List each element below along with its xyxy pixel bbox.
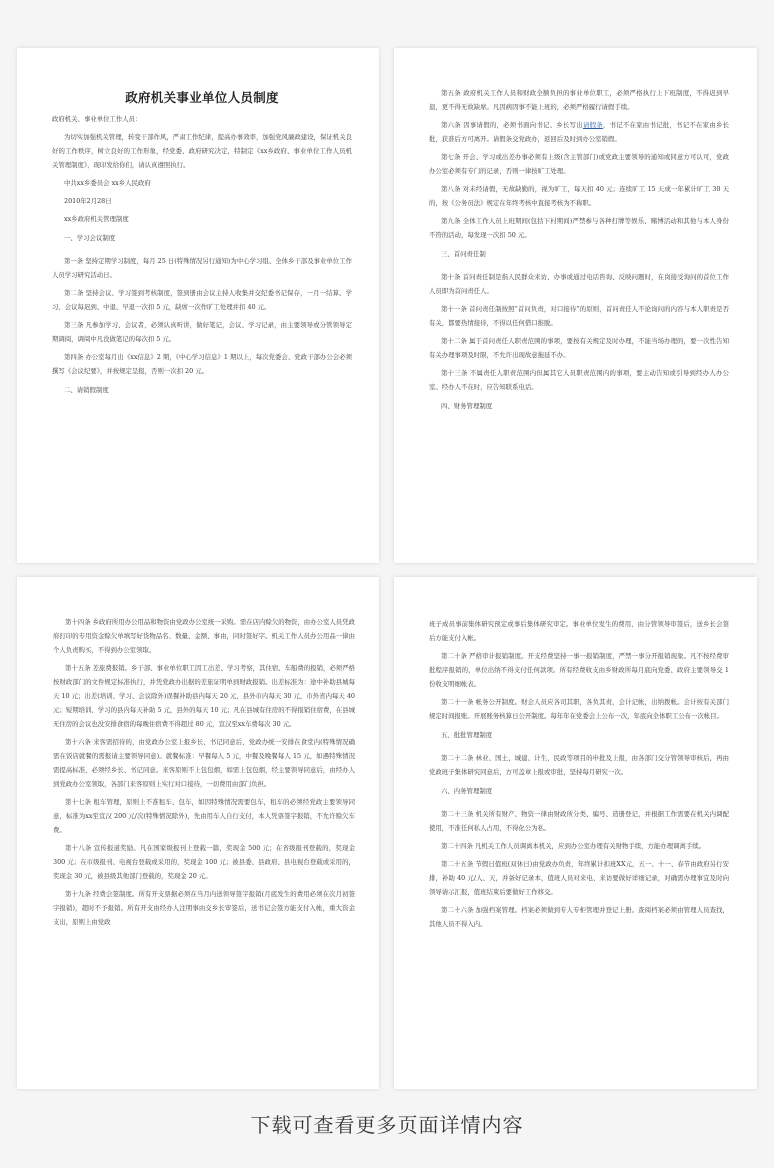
article-paragraph: 第十条 首问责任制是指人民群众来访、办事或通过电话咨询、反映问题时，在岗接受询问的首位工作人员即为首问责任人。 [429, 273, 729, 295]
article-paragraph: 第十三条 不属责任人职责范围内但属其它人员职责范围内的事项，要主动告知或引导到经办人办公室。经办人不在时，应告知联系电话。 [429, 369, 729, 391]
document-page-1 [17, 48, 379, 563]
article-paragraph: 第二十条 严格审计报销制度。开支经费坚持一事一报销制度，严禁一事分开报销现象。凡不按经费审批程序报销的，单位出纳不得支付任何款项。所有经费收支由乡财政所每月底向党委、政府主要领导交 1 份收支明细帐表。 [429, 652, 729, 688]
article-text: 第六条 因事请假的，必须书面向书记、乡长写出 [441, 121, 583, 129]
document-title: 政府机关事业单位人员制度 [125, 90, 279, 105]
article-paragraph [429, 118, 729, 146]
article-paragraph: 第五条 政府机关工作人员和财政全额负担的事业单位职工，必须严格执行上下班制度，不得迟到早退，更不得无故缺席。凡因病因事不能上班的，必须严格履行请假手续。 [429, 89, 729, 111]
intro-paragraph: 为切实加强机关管理，转变干部作风，严肃工作纪律，提高办事效率，加强党风廉政建设，保证机关良好的工作秩序，树立良好的工作形象，经党委、政府研究决定，特制定《xx乡政府、事业单位工作人员机关管理制度》，现印发给你们，请认真遵照执行。 [52, 133, 352, 169]
document-name-line: xx乡政府机关管理制度 [64, 215, 129, 223]
salutation: 政府机关、事业单位工作人员： [52, 115, 142, 123]
article-paragraph: 第二十一条 帐务公开制度。财会人员应各司其职，各负其责，会计记帐，出纳拨帐。会计按有关部门规定时间报账。开展账务核算日公开制度。每年年在党委会上公布一次，年底向全体职工公布一次帐目。 [429, 698, 729, 720]
article-paragraph: 第十七条 租车管理，原则上不准租车、包车，如因特殊情况需要包车，租车的必须经党政主要领导同意，标准为xx至宣汉 200 元/次(特殊情况除外)，先由用车人自行支付，本人凭票签字报销，不允许赊欠车费。 [53, 798, 355, 834]
download-more-caption[interactable]: 下载可查看更多页面详情内容 [250, 1113, 524, 1137]
continued-paragraph: 班子成员事前集体研究预定或事后集体研究审定。事业单位发生的费用，由分管领导审签后，送乡长会签后方能支付入帐。 [429, 620, 729, 642]
article-paragraph: 第二十五条 节假日值班(双休日)由党政办负责，年终累计扣班XX元，五一、十一、春节由政府另行安排，补助 40 元/人、天，并备好记录本，值班人员对来电、来访要做好详细记录，对确需办理事宜及时向领导请示汇报，值班结束后要做好工作移交。 [429, 860, 729, 896]
article-paragraph: 第十六条 来客需招待的，由党政办公室上报乡长、书记同意后，党政办统一安排在食堂内(特殊情况确需在饭店就餐的需报请主要领导同意)。就餐标准：早餐每人 5 元，中餐及晚餐每人 15 元，如遇特殊情况需提高标准，必须经乡长、书记同意。来客原则不上包包烟，如需上包包烟，经主要领导同意后，由经办人到党政办公室领取，各部门来客原则上实行对口接待，一切费用由部门负担。 [53, 738, 355, 788]
article-paragraph: 第二十三条 机关所有财产、物资一律由财政所分类、编号、造册登记，并根据工作需要在机关内调配使用，不准任何私人占用，不得化公为私。 [429, 810, 729, 832]
article-paragraph: 第九条 全体工作人员上班期间(包括下村期间)严禁参与各种打牌等娱乐、赌博活动和其他与本人身份不符的活动，每发现一次扣 50 元。 [429, 217, 729, 239]
section-heading: 六、内务管理制度 [441, 787, 493, 795]
section-heading: 一、学习会议制度 [64, 234, 116, 242]
article-paragraph: 第七条 开会、学习或出差办事必须有上级(含主管部门)或党政主要领导的通知或同意方可认可，党政办公室必须有专门的记录，否则一律按旷工处理。 [429, 153, 729, 175]
document-page-4 [394, 577, 757, 1089]
article-paragraph: 第十一条 首问责任制按照“首问负责，对口接待”的原则，首问责任人不论询问的内容与本人职责是否有关，都要热情接待，不得以任何借口推脱。 [429, 305, 729, 327]
article-paragraph: 第二条 坚持会议、学习签到考核制度，签到册由会议主持人收集并交纪委书记保存，一月一结算。学习、会议每迟到、中退、早退一次扣 5 元，缺席一次作旷工处理并扣 40 元。 [52, 289, 352, 311]
article-paragraph: 第十二条 属于首问责任人职责范围的事项，要按有关规定及时办理，不能当场办理的，要一次性告知有关办理事项及时限，不允许出现故意拖延不办。 [429, 337, 729, 359]
article-paragraph: 第二十四条 凡机关工作人员调离本机关，应到办公室办理有关财物手续，方能办理调离手续。 [441, 842, 706, 850]
article-paragraph: 第三条 凡参加学习、会议者，必须认真听讲，做好笔记，会议、学习记录，由主要领导或分管领导定期调阅，调阅中凡没做笔记的每次扣 5 元。 [52, 321, 352, 343]
article-paragraph: 第十四条 乡政府所用办公用品和物资由党政办公室统一采购。需在店内赊欠的物资，由办公室人员凭政府打印的专用资金赊欠单填写好货物品名、数量、金额、事由，同时签好字。机关工作人员办公用品一律由个人负责购买，不得到办公室领取。 [53, 618, 355, 654]
article-paragraph: 第十八条 宣传报道奖励。凡在国家级报刊上登载一篇，奖现金 500 元；在省级报刊登载的，奖现金 300 元；在市级报刊、电视台登载或采用的，奖现金 100 元；被县委、县政府、县电视台登载或采用的，奖现金 30 元，被县级其他部门登载的，奖现金 20 元。 [53, 844, 355, 880]
document-page-2 [394, 48, 757, 563]
section-heading: 四、财务管理制度 [441, 402, 493, 410]
document-page-3 [17, 577, 379, 1089]
issuer-line: 中共xx乡委员会 xx乡人民政府 [64, 179, 151, 187]
article-paragraph: 第四条 办公室每月出《xx信息》2 期，《中心学习信息》1 期以上，每次党委会、党政干部办公会必须撰写《会议纪要》，并按规定呈报，否则一次扣 20 元。 [52, 353, 352, 375]
article-paragraph: 第二十六条 加强档案管理。档案必须做到专人专柜管理并登记上册。查阅档案必须由管理人员查找，其他人员不得入内。 [429, 906, 729, 928]
article-paragraph: 第十五条 差旅费报销。乡干部、事业单位职工因工出差、学习考察，其住宿、车船费的报销，必须严格按财政部门的文件规定标准执行，并凭党政办出据的差旅证明单到财政报销。出差标准为：途中补助县城每天 10 元；出差(培训、学习、会议除外)误餐补助县内每天 20 元，县外市内每天 30 元，市外省内每天 40 元；短期培训、学习的县内每天补助 5 元，县外的每天 10 元；凡在县城有住房的不得报销住宿费，在县城无住房的会议也没安排食宿的每晚住宿费不得超过 80 元，宣汉至xx车费每次 30 元。 [53, 664, 355, 728]
leave-note-link[interactable]: 请假条 [582, 121, 603, 129]
date-line: 2010年2月28日 [64, 197, 112, 205]
section-heading: 三、首问责任制 [441, 250, 486, 258]
section-heading: 五、批批管理制度 [441, 731, 493, 739]
article-text: ，书记不在家由书记批，书记不在家由乡长批，获准后方可离开。请假条交党政办，返回后及时到办公室销假。 [429, 121, 730, 143]
article-paragraph: 第一条 坚持定期学习制度，每月 25 日(特殊情况另行通知)为中心学习组、全体乡干部及事业单位工作人员学习研究活动日。 [52, 257, 352, 279]
article-paragraph: 第八条 对未经请假，无故缺勤的，视为旷工，每天扣 40 元；连续旷工 15 天或一年累计旷工 30 天的，按《公务员法》规定在年终考核中直接考核为不称职。 [429, 185, 729, 207]
section-heading: 二、请销假制度 [64, 386, 109, 394]
article-paragraph: 第二十二条 林业、国土、城建、计生、民政等项目的申批及上报，由各部门交分管领导审核后，再由党政班子集体研究同意后，方可盖章上报或审批，坚持每月研究一次。 [429, 754, 729, 776]
article-paragraph: 第十九条 经费会签制度。所有开支票据必须在当月内送领导签字报销(月底发生的费用必须在次月初签字报销)，超时不予报销。所有开支由经办人注明事由交乡长审签后，送书记会签方能支付入帐，重大资金支出，原则上由党政 [53, 890, 355, 926]
